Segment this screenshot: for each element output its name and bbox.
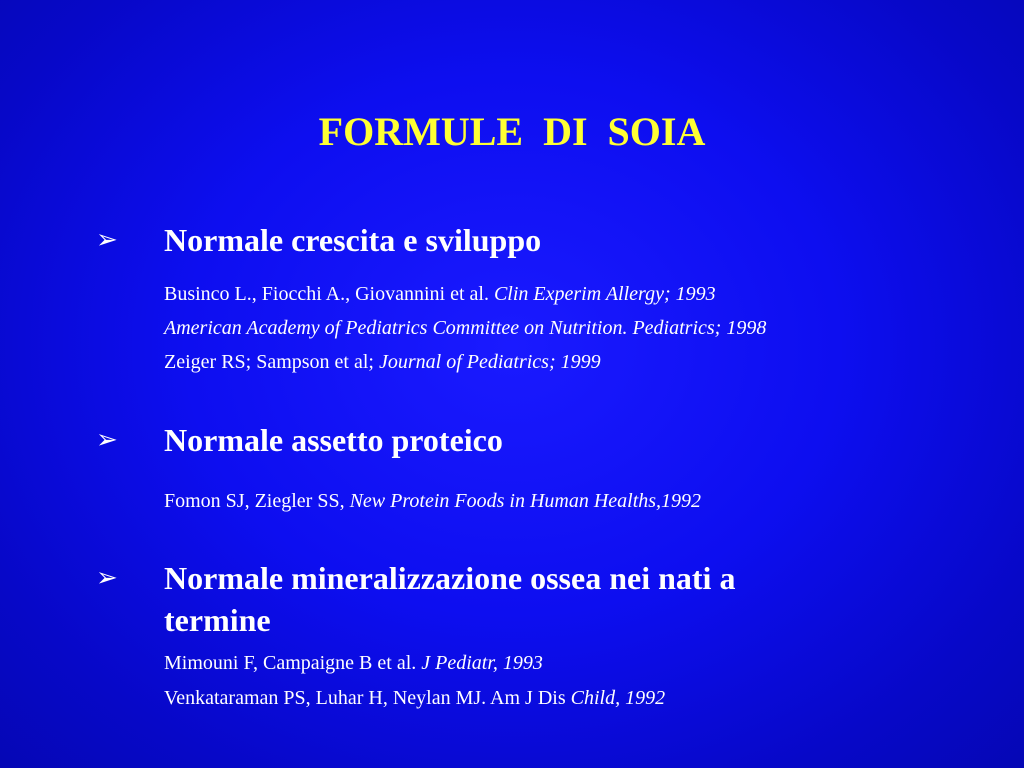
reference-authors: Mimouni F, Campaigne B et al. xyxy=(164,652,422,674)
section-heading-mineralization-cont: termine xyxy=(164,602,271,638)
reference-authors: Fomon SJ, Ziegler SS, xyxy=(164,490,350,512)
reference-authors: Businco L., Fiocchi A., Giovannini et al. xyxy=(164,283,494,305)
reference-source: New Protein Foods in Human Healths,1992 xyxy=(349,490,702,512)
reference-line xyxy=(164,651,1004,675)
reference-source: American Academy of Pediatrics Committee on Nutrition. Pediatrics; 1998 xyxy=(164,317,767,339)
reference-authors: Venkataraman PS, Luhar H, Neylan MJ. Am J Dis xyxy=(164,687,571,709)
section-heading-mineralization: Normale mineralizzazione ossea nei nati a xyxy=(164,560,736,596)
reference-source: Child, 1992 xyxy=(570,687,666,709)
section-heading-protein: Normale assetto proteico xyxy=(164,422,503,458)
arrow-bullet-icon: ➢ xyxy=(96,225,118,255)
arrow-bullet-icon: ➢ xyxy=(96,563,118,593)
reference-line xyxy=(164,350,1004,374)
reference-source: Journal of Pediatrics; 1999 xyxy=(378,351,601,373)
reference-line xyxy=(164,489,1004,513)
reference-authors: Zeiger RS; Sampson et al; xyxy=(164,351,379,373)
section-heading-growth: Normale crescita e sviluppo xyxy=(164,222,542,258)
arrow-bullet-icon: ➢ xyxy=(96,425,118,455)
reference-source: Clin Experim Allergy; 1993 xyxy=(493,283,716,305)
reference-line xyxy=(164,316,1004,340)
reference-line xyxy=(164,686,1004,710)
reference-line xyxy=(164,282,1004,306)
slide-title: FORMULE DI SOIA xyxy=(318,109,706,154)
reference-source: J Pediatr, 1993 xyxy=(421,652,543,674)
